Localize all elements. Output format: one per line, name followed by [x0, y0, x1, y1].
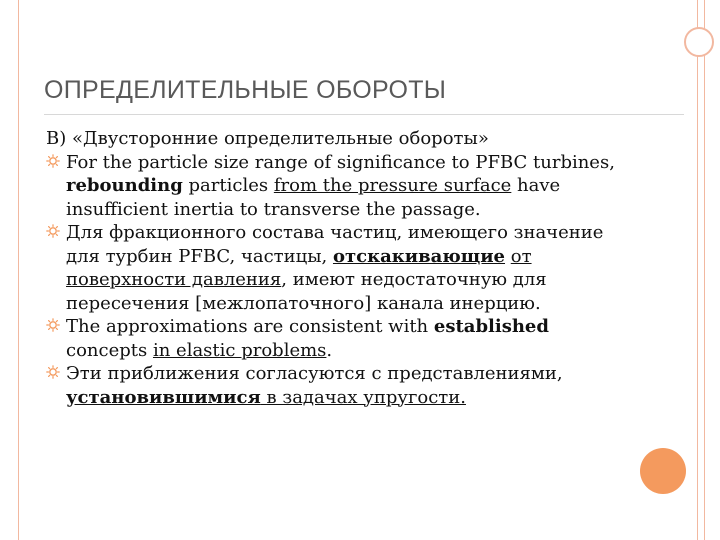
slide-content — [46, 127, 626, 409]
sun-icon — [46, 365, 60, 379]
underlined-phrase: from the pressure surface — [273, 175, 512, 196]
frame-line-right-outer — [697, 0, 698, 540]
bullet-item — [46, 362, 626, 409]
underlined-phrase: in elastic problems — [152, 339, 327, 361]
bullet-text — [66, 315, 626, 362]
text-run: The approximations are consistent with — [66, 316, 434, 337]
bullet-text — [66, 221, 626, 315]
text-run: particles — [182, 175, 274, 196]
slide-title: ОПРЕДЕЛИТЕЛЬНЫЕ ОБОРОТЫ — [44, 76, 447, 104]
underlined-phrase: от поверхности давления — [66, 245, 532, 290]
decor-circle-bottom — [640, 448, 686, 494]
title-divider — [44, 114, 684, 115]
bullet-item — [46, 151, 626, 222]
sun-icon — [46, 224, 60, 238]
frame-line-right-inner — [704, 0, 705, 540]
text-run: concepts — [66, 339, 153, 361]
bold-term: rebounding — [66, 175, 183, 196]
text-run: For the particle size range of significance to PFBC turbines, — [66, 151, 615, 173]
text-run: have insufficient inertia to transverse the passage. — [66, 175, 561, 220]
text-run: Для фракционного состава частиц, имеющего значение для турбин PFBC, частицы, — [66, 222, 604, 267]
bullet-text — [66, 362, 626, 409]
decor-circle-top — [684, 27, 714, 57]
text-run: , имеют недостаточную для пересечения [межлопаточного] канала инерцию. — [66, 269, 547, 314]
bullet-text — [66, 151, 626, 222]
sun-icon — [46, 154, 60, 168]
underlined-phrase: в задачах упругости. — [266, 386, 466, 408]
lead-line: В) «Двусторонние определительные обороты» — [46, 128, 489, 149]
bullet-item — [46, 315, 626, 362]
bold-term: established — [433, 316, 549, 337]
bold-term: установившимися — [66, 386, 261, 408]
text-run: . — [326, 339, 333, 361]
text-run: Эти приближения согласуются с представлениями, — [66, 363, 563, 384]
bullet-item — [46, 221, 626, 315]
frame-line-left — [18, 0, 19, 540]
bold-term: отскакивающие — [332, 245, 506, 267]
sun-icon — [46, 318, 60, 332]
